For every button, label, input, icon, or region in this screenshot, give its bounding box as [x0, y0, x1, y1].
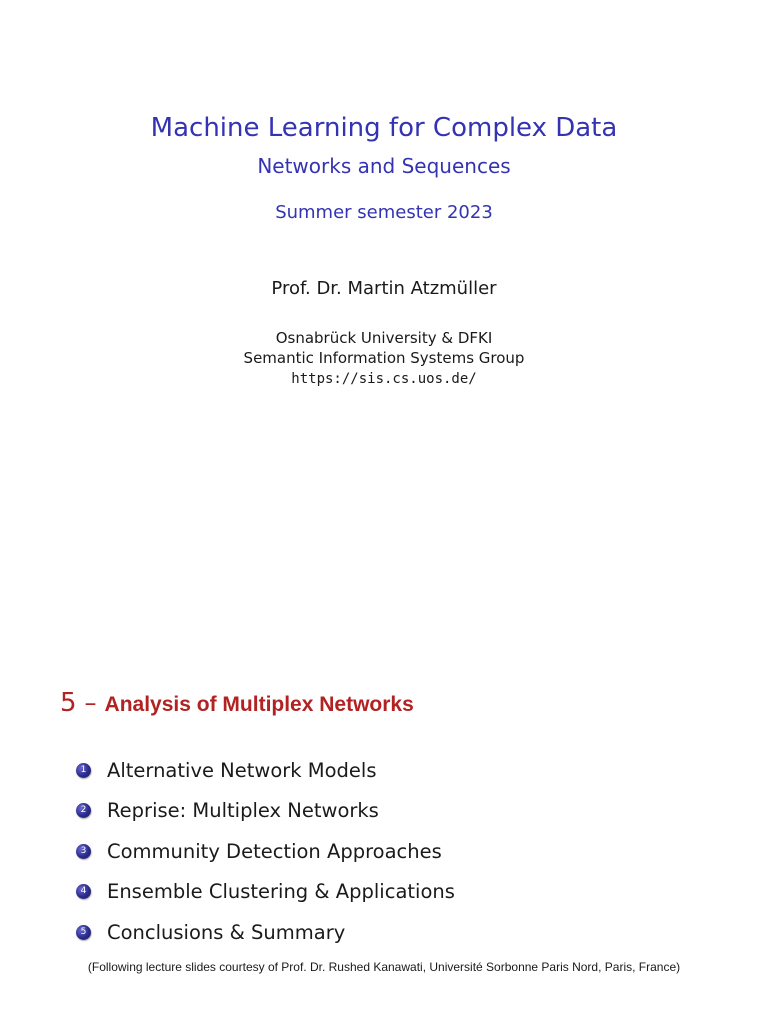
toc-number-badge: 5 [76, 925, 91, 940]
slide-title: Machine Learning for Complex Data [150, 113, 618, 143]
toc-number-badge: 4 [76, 884, 91, 899]
toc-number-badge: 3 [76, 844, 91, 859]
toc-item-label: Alternative Network Models [107, 758, 377, 782]
toc-item-label: Ensemble Clustering & Applications [107, 880, 455, 904]
slide-credit-note: (Following lecture slides courtesy of Prof. Dr. Rushed Kanawati, Université Sorbonne Paris Nord, Paris, France) [87, 960, 681, 974]
affiliation-institution: Osnabrück University & DFKI [275, 329, 493, 347]
table-of-contents [76, 750, 455, 953]
toc-item[interactable] [76, 831, 455, 872]
toc-item[interactable] [76, 791, 455, 832]
toc-number-badge: 2 [76, 803, 91, 818]
affiliation-url[interactable]: https://sis.cs.uos.de/ [291, 371, 477, 387]
toc-item[interactable] [76, 872, 455, 913]
toc-item[interactable] [76, 912, 455, 953]
toc-item-label: Reprise: Multiplex Networks [107, 799, 379, 823]
author-name: Prof. Dr. Martin Atzmüller [271, 278, 497, 299]
section-title: Analysis of Multiplex Networks [104, 693, 414, 716]
section-dash: – [84, 689, 97, 717]
slide-subtitle: Networks and Sequences [257, 154, 511, 178]
toc-item-label: Conclusions & Summary [107, 920, 346, 944]
toc-number-badge: 1 [76, 763, 91, 778]
toc-item[interactable] [76, 750, 455, 791]
affiliation-group: Semantic Information Systems Group [243, 349, 525, 367]
section-heading [60, 686, 414, 723]
toc-item-label: Community Detection Approaches [107, 839, 442, 863]
section-number: 5 [60, 688, 77, 718]
semester-label: Summer semester 2023 [275, 202, 493, 223]
